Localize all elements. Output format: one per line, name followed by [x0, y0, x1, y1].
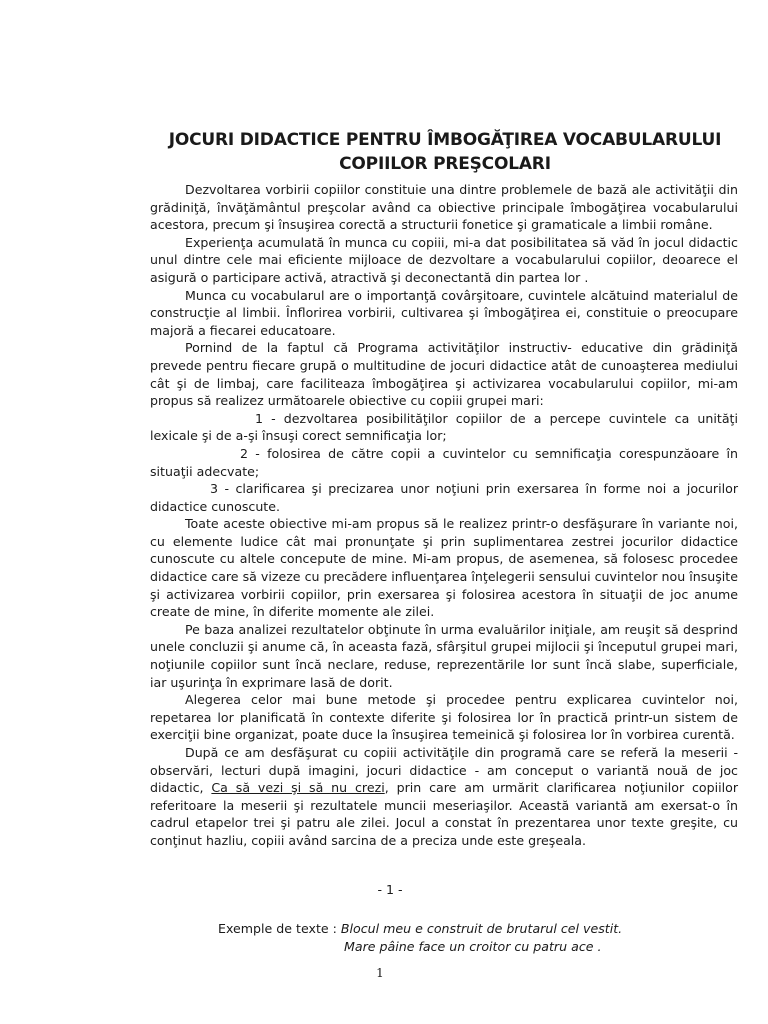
example-text-1: Blocul meu e construit de brutarul cel vestit. — [340, 921, 623, 936]
paragraph-3: Munca cu vocabularul are o importanţă covârşitoare, cuvintele alcătuind materialul de construcţie al limbii. Înflorirea vorbirii, cultivarea şi îmbogăţirea ei, constituie o preocupare majoră a fiecarei educatoare. — [150, 287, 738, 338]
paragraph-8-end: , prin care am urmărit clarificarea noţiunilor copiilor referitoare la meserii şi rezultatele muncii meseriaşilor. Această variantă am exersat-o în cadrul etapelor trei şi patru ale zilei. Jocul a constat în prezentarea unor texte greşite, cu conţinut hazliu, copiii având sarcina de a preciza unde este greşeala. — [150, 780, 739, 848]
objective-item-2: 2 - folosirea de către copii a cuvintelor cu semnificaţia corespunzăoare în situaţii adecvate; — [150, 445, 738, 479]
examples-label: Exemple de texte : — [218, 921, 337, 936]
objective-item-3: 3 - clarificarea şi precizarea unor noţiuni prin exersarea în forme noi a jocurilor didactice cunoscute. — [150, 481, 738, 514]
paragraph-8-start: După ce am desfăşurat cu copiii activităţile din programă care se referă la meserii - observări, lecturi după imagini, jocuri didactice - am conceput o variantă nouă de joc didactic, — [150, 745, 738, 796]
paragraph-1: Dezvoltarea vorbirii copiilor constituie una dintre problemele de bază ale activităţii din grădiniţă, învăţământul preşcolar având ca obiective principale îmbogăţirea vocabularului acestora, precum şi însuşirea corectă a structurii fonetice şi gramaticale a limbii române. — [150, 182, 738, 233]
game-name-underlined: Ca să vezi şi să nu crezi — [211, 780, 385, 796]
example-text-2: Mare pâine face un croitor cu patru ace . — [344, 939, 602, 954]
document-body — [150, 181, 738, 850]
paragraph-6: Pe baza analizei rezultatelor obţinute în urma evaluărilor iniţiale, am reuşit să desprind unele concluzii şi anume că, în aceasta fază, sfârşitul grupei mijlocii şi începutul grupei mari, noţiunile copiilor sunt încă neclare, reduse, reprezentările lor sunt încă slabe, superficiale, iar uşurinţa în exprimare lasă de dorit. — [150, 621, 738, 690]
document-title — [150, 128, 740, 176]
paragraph-8 — [150, 744, 738, 850]
paragraph-7: Alegerea celor mai bune metode şi procedee pentru explicarea cuvintelor noi, repetarea lor planificată în contexte diferite şi folosirea lor în practică printr-un sistem de exerciţii bine organizat, poate duce la însuşirea temeinică şi folosirea lor în vorbirea curentă. — [150, 692, 738, 743]
title-line-2: COPIILOR PREŞCOLARI — [339, 154, 551, 174]
objective-item-1: 1 - dezvoltarea posibilităţilor copiilor de a percepe cuvintele ca unităţi lexicale şi de a-şi însuşi corect semnificaţia lor; — [150, 410, 738, 444]
paragraph-4: Pornind de la faptul că Programa activităţilor instructiv- educative din grădiniţă prevede pentru fiecare grupă o multitudine de jocuri didactice atât de cunoaşterea mediului cât şi de limbaj, care faciliteaza îmbogăţirea şi activizarea vocabularului copiilor, mi-am propus să realizez următoarele obiective cu copiii grupei mari: — [150, 340, 738, 409]
footer-page-number: 1 — [376, 966, 384, 980]
examples-block — [218, 920, 738, 956]
title-line-1: JOCURI DIDACTICE PENTRU ÎMBOGĂŢIREA VOCABULARULUI — [168, 130, 722, 150]
paragraph-2: Experienţa acumulată în munca cu copiii, mi-a dat posibilitatea să văd în jocul didactic unul dintre cele mai eficiente mijloace de dezvoltare a vocabularului copiilor, deoarece el asigură o participare activă, atractivă şi deconectantă din partea lor . — [150, 234, 738, 285]
paragraph-5: Toate aceste obiective mi-am propus să le realizez printr-o desfăşurare în variante noi, cu elemente ludice cât mai pronunţate şi prin suplimentarea zestrei jocurilor didactice cunoscute cu altele concepute de mine. Mi-am propus, de asemenea, să folosesc procedee didactice care să vizeze cu precădere influenţarea înţelegerii sensului cuvintelor nou însuşite şi activizarea vorbirii copiilor, prin exersarea şi folosirea acestora în situaţii de joc anume create de mine, în diferite momente ale zilei. — [150, 516, 738, 620]
page-marker: - 1 - — [377, 882, 403, 897]
